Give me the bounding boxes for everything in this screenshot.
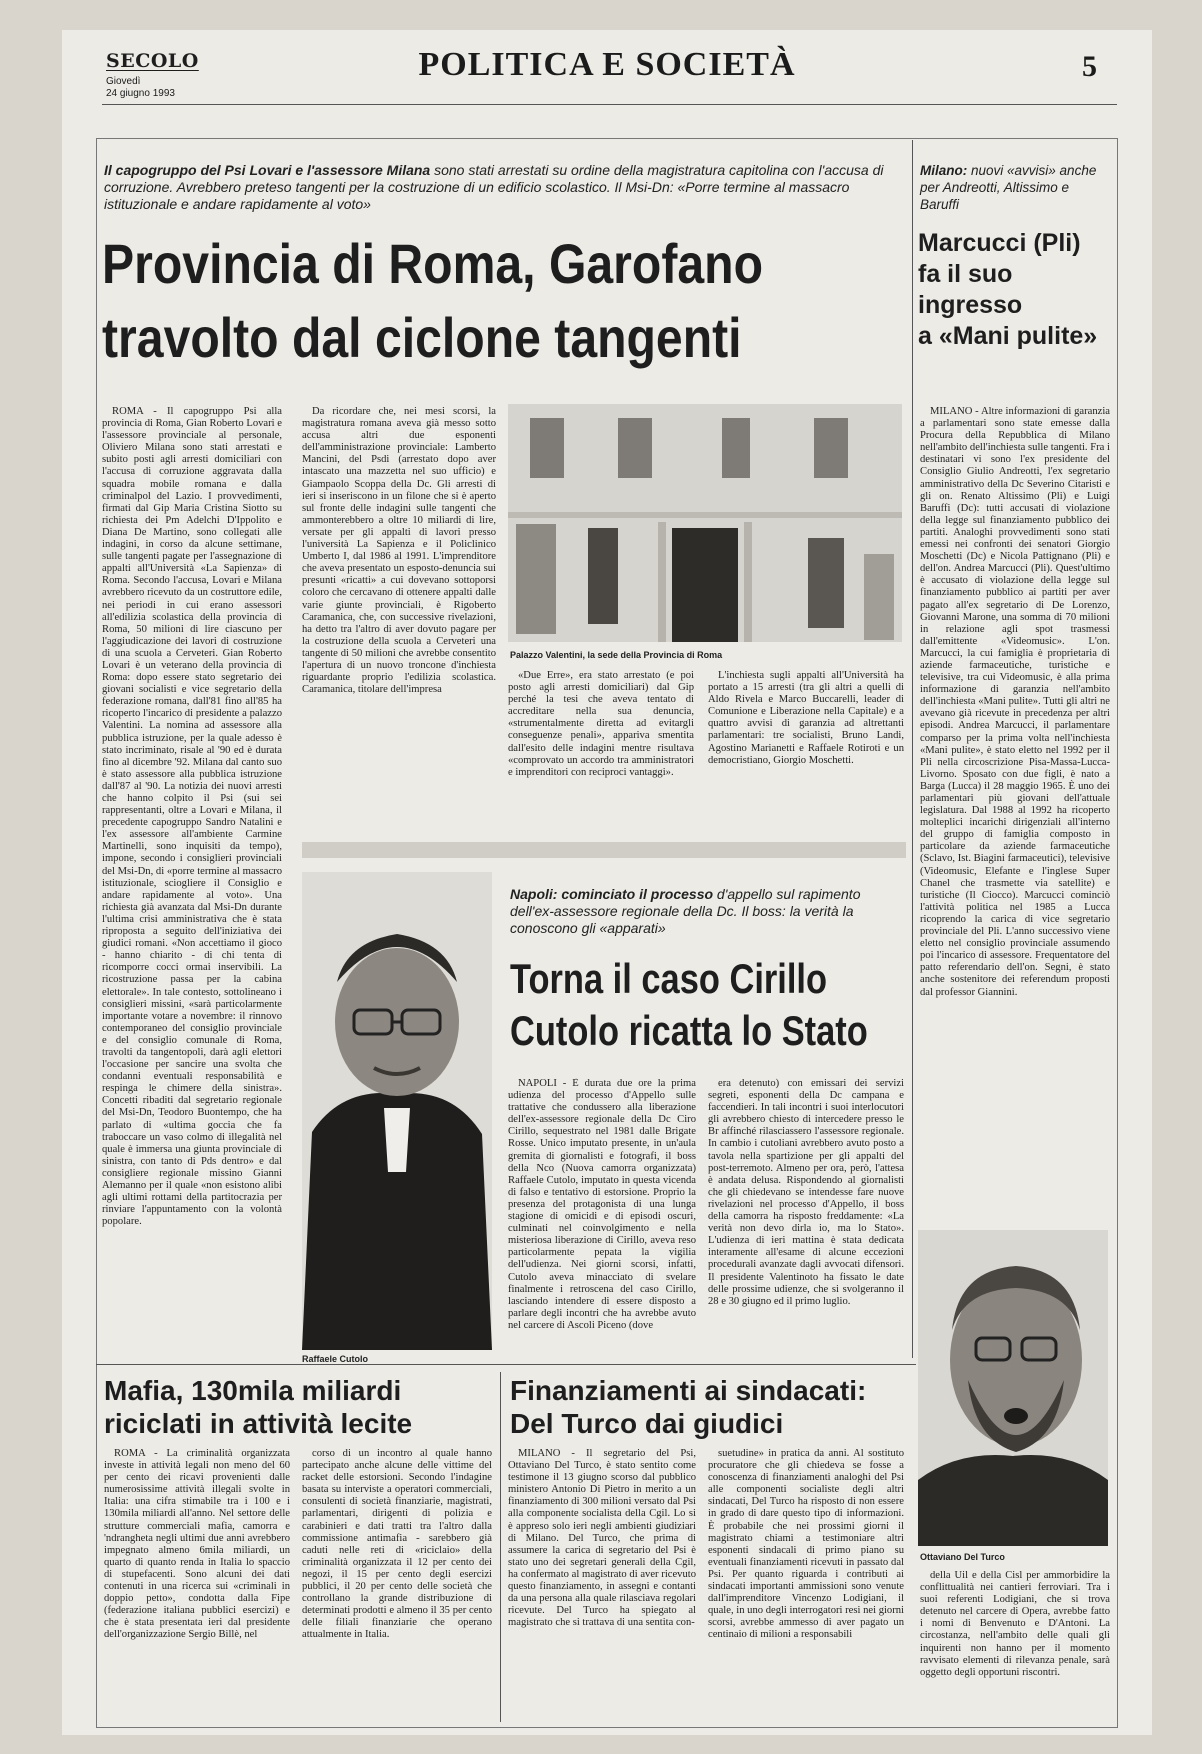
bottom-mid-divider bbox=[500, 1372, 501, 1722]
mafia-headline bbox=[104, 1374, 494, 1440]
cirillo-kicker bbox=[510, 886, 900, 937]
mafia-col2 bbox=[302, 1448, 492, 1722]
sindacati-headline-line2: Del Turco dai giudici bbox=[510, 1408, 784, 1439]
bottom-section-rule bbox=[96, 1364, 916, 1365]
cirillo-col1 bbox=[508, 1078, 696, 1350]
lead-headline-text2: travolto dal ciclone tangenti bbox=[102, 306, 742, 369]
sindacati-col1-text: MILANO - Il segretario del Psi, Ottaviano Del Turco, è stato sentito come testimone il 13 giugno scorso dal pubblico ministero Antonio Di Pietro in merito a un finanziamento di 300 milioni versato dal Psi alla componente socialista della Cgil. Lo si è appreso solo ieri negli ambienti giudiziari di Milano. Del Turco, che prima di assumere la carica di segretario del Psi è stato uno dei segretari generali della Cgil, ha confermato al magistrato di aver ricevuto questo finanziamento, in assegni e contanti da una persona alla quale rilasciava regolari ricevute. Del Turco ha spiegato al magistrato che si trattava di una sentita con- bbox=[508, 1448, 696, 1629]
section-band bbox=[302, 842, 906, 858]
lead-kicker bbox=[104, 162, 904, 213]
sidebar-kicker-rest: nuovi «avvisi» anche per Andreotti, Altissimo e Baruffi bbox=[920, 163, 1097, 212]
cirillo-col2-text: era detenuto) con emissari dei servizi segreti, esponenti della Dc campana e faccendieri. In tali incontri i suoi interlocutori gli avrebbero chiesto di intercedere presso le Br affinché rilasciassero l'assessore regionale. In cambio i cutoliani avrebbero avuto posto a tavola nella spartizione per gli appalti del post-terremoto. Almeno per ora, però, l'attesa è andata delusa. Rispondendo al giornalisti che gli chiedevano se intendesse fare nuove rivelazioni nel processo d'Appello, il boss della camorra ha risposto freddamente: «La verità non devo dirla io, ma lo Stato». L'udienza di ieri mattina è stata dedicata interamente all'esame di alcune eccezioni procedurali avanzate dagli avvocati difensori. Il presidente Valentinoto ha fissato le date delle prossime udienze, che si svolgeranno il 28 e 30 giugno ed il primo luglio. bbox=[708, 1078, 904, 1307]
lead-col3 bbox=[508, 670, 694, 834]
sidebar-kicker-bold: Milano: bbox=[920, 163, 968, 178]
lead-col3-text: «Due Erre», era stato arrestato (e poi posto agli arresti domiciliari) dal Gip perché la tesi che aveva tentato di accreditare nella sua denuncia, «strumentalmente diretta ad evitargli conseguenze penali», appariva smentita dall'esito delle indagini mentre risultava «comprovato un accordo tra amministratori e imprenditori con reciproci vantaggi». bbox=[508, 670, 694, 778]
palazzo-valentini-photo bbox=[508, 404, 902, 642]
lead-headline-line2 bbox=[102, 308, 846, 368]
cirillo-headline-text2: Cutolo ricatta lo Stato bbox=[510, 1007, 868, 1054]
sindacati-col3-text: della Uil e della Cisl per ammorbidire la conflittualità nei cantieri ferroviari. Tra i suoi referenti Lodigiani, che si trova detenuto nel carcere di Opera, avrebbe fatto i nomi di Benvenuto e D'Antoni. La circostanza, nell'ambito delle quali gli inquirenti non hanno per il momento ravvisato elementi di rilevanza penale, sarà oggetto degli opportuni riscontri. bbox=[920, 1570, 1110, 1678]
cirillo-kicker-rest: d'appello sul rapimento dell'ex-assessore regionale della Dc. Il boss: la verità la conoscono gli «apparati» bbox=[510, 886, 861, 936]
masthead-rule bbox=[102, 104, 1117, 105]
mafia-headline-line2: riciclati in attività lecite bbox=[104, 1408, 413, 1439]
sidebar-headline-line4: a «Mani pulite» bbox=[918, 322, 1098, 350]
lead-headline-line1 bbox=[102, 234, 871, 294]
sidebar-headline-line1: Marcucci (Pli) bbox=[918, 229, 1081, 257]
raffaele-cutolo-photo bbox=[302, 872, 492, 1350]
lead-kicker-bold: Il capogruppo del Psi Lovari e l'assessore Milana bbox=[104, 162, 431, 178]
section-title: POLITICA E SOCIETÀ bbox=[418, 46, 796, 83]
del-turco-photo bbox=[918, 1230, 1108, 1546]
palazzo-photo-caption: Palazzo Valentini, la sede della Provincia di Roma bbox=[510, 650, 723, 660]
masthead-day: Giovedì bbox=[106, 76, 141, 87]
sidebar-body bbox=[920, 406, 1110, 1346]
lead-col1-text: ROMA - Il capogruppo Psi alla provincia di Roma, Gian Roberto Lovari e l'assessore provinciale al personale, Oliviero Milana sono stati arrestati e subito posti agli arresti domiciliari con l'accusa di corruzione aggravata dalla squadra mobile romana e dalla criminalpol del Lazio. I provvedimenti, firmati dal Gip Maria Cristina Siotto su richiesta dei Pm Adelchi D'Ippolito e Diana De Martino, sono collegati alle indagini, in corso da alcune settimane, sulle tangenti pagate per l'assegnazione di appalti all'Università «La Sapienza» di Roma. Secondo l'accusa, Lovari e Milana avrebbero ricevuto da un costruttore edile, nei periodi in cui erano assessori all'edilizia scolastica della provincia di Roma, 50 milioni di lire ciascuno per l'aggiudicazione dei lavori di costruzione di una scuola a Cerveteri. Gian Roberto Lovari è un veterano della provincia di Roma: dopo essere stato segretario dei giovani socialisti e vice segretario della federazione romana, dall'81 fino all'85 ha ricoperto l'incarico di presidente a palazzo Valentini. La nomina ad assessore alla pubblica istruzione, per la quale adesso è stato incriminato, risale al '90 ed è durata fino al dicembre '92. Milana dal canto suo è stato assessore alla pubblica istruzione dall'87 al '90. La notizia dei nuovi arresti che hanno colpito il Psi (sui sei rappresentanti, oltre a Lovari e Milana, il precedente capogruppo Sandro Natalini e l'ex assessore all'ambiente Carmine Martinelli, sono inquisiti da tempo), impone, secondo i consiglieri provinciali del Msi-Dn, di «porre termine al massacro istituzionale, sciogliere il Consiglio e andare rapidamente al voto». Una richiesta già avanzata dal Msi-Dn durante l'ultima crisi amministrativa che è stata riproposta a seguito dell'iniziativa dei giudici romani. «Non accettiamo il gioco - hanno chiarito - di chi tenta di ricomporre cocci ormai inservibili. La ricostruzione passa per la cabina elettorale». In tale contesto, sottolineano i consiglieri missini, «sarà particolarmente importante votare a novembre: il rinnovo contemporaneo del consiglio provinciale e del consiglio comunale di Roma, travolti da tangentopoli, darà agli elettori l'occasione per sancire una svolta che condanni eventuali responsabilità e respinga le chimere della sinistra». Concetti ribaditi dal segretario regionale del Msi-Dn, Teodoro Buontempo, che ha parlato di «ultima goccia che fa traboccare un vaso colmo di illegalità nel quale è immersa una giunta provinciale di sinistra, con tanto di Pds dentro» e dal consigliere regionale missino Gianni Alemanno per il quale «non esistono alibi agli ultimi rottami della partitocrazia per rinviare l'appuntamento con la volontà popolare. bbox=[102, 406, 282, 1228]
cirillo-headline-line2 bbox=[510, 1008, 946, 1054]
newspaper-page bbox=[62, 30, 1152, 1735]
sindacati-col1 bbox=[508, 1448, 696, 1722]
lead-col4 bbox=[708, 670, 904, 834]
lead-headline-text1: Provincia di Roma, Garofano bbox=[102, 232, 764, 295]
del-turco-portrait bbox=[918, 1230, 1108, 1546]
del-turco-photo-caption: Ottaviano Del Turco bbox=[920, 1552, 1005, 1562]
mafia-col2-text: corso di un incontro al quale hanno partecipato anche alcune delle vittime del racket delle estorsioni. Secondo l'indagine basata su interviste a operatori commerciali, consulenti di società finanziarie, magistrati, parlamentari, dirigenti di polizia e carabinieri e dati tratti tra l'altro dalla commissione antimafia - sarebbero già caduti nelle reti di «riciclaio» della criminalità organizzata il 12 per cento dei negozi, il 15 per cento degli esercizi pubblici, il 20 per cento delle società che controllano la grande distribuzione di determinati prodotti e almeno il 35 per cento delle filiali finanziarie che operano attualmente in Italia. bbox=[302, 1448, 492, 1641]
lead-col4-text: L'inchiesta sugli appalti all'Università ha portato a 15 arresti (tra gli altri a quelli di Aldo Rivela e Marco Buccarelli, leader di Comunione e Liberazione nella Capitale) e a quattro avvisi di garanzia ad altrettanti parlamentari: tre socialisti, Bruno Landi, Agostino Marianetti e Raffaele Rotiroti e un democristiano, Giorgio Moschetti. bbox=[708, 670, 904, 766]
sidebar-body-text: MILANO - Altre informazioni di garanzia a parlamentari sono state emesse dalla Procura della Repubblica di Milano nell'ambito dell'inchiesta sulle tangenti. Fra i destinatari vi sono l'ex presidente del Consiglio Giulio Andreotti, l'ex segretario amministrativo della Dc Severino Citaristi e gli on. Renato Altissimo (Pli) e Luigi Baruffi (Dc): tutti accusati di violazione della legge sul finanziamento pubblico dei partiti. Analoghi provvedimenti sono stati emessi nei confronti dei senatori Giorgio Moschetti (Dc) e Nicola Pattignano (Pli) e dell'on. Andrea Marcucci (Pli). Quest'ultimo è accusato di violazione della legge sul finanziamento pubblico ai partiti per aver pagato all'ex segretario di De Lorenzo, Giovanni Marone, una somma di 70 milioni in relazione agli spot trasmessi dall'emittente «Videomusic». L'on. Marcucci, la cui famiglia è proprietaria di aziende farmaceutiche, turistiche e televisive, tra cui Videomusic, è alla prima informazione di garanzia nell'ambito dell'inchiesta «Mani pulite». Tutti gli altri ne avevano già ricevute in precedenza per altri episodi. Andrea Marcucci, il parlamentare comparso per la prima volta nell'inchiesta «Mani pulite», è stato eletto nel 1992 per il Pli nella circoscrizione Pisa-Massa-Lucca-Livorno. Sposato con due figli, è nato a Barga (Lucca) il 28 maggio 1965. È uno dei parlamentari più giovani dell'attuale legislatura. Dal 1988 al 1992 ha ricoperto molteplici incarichi dirigenziali all'interno del gruppo di famiglia composto in particolare da aziende farmaceutiche (Sclavo, Ist. Biagini farmaceutici), televisive (Videomusic, Elefante e l'inglese Super Chanel che trasmette via satellite) e turistiche (Il Ciocco). Marcucci cominciò l'attività politica nel 1985 a Lucca ricoprendo la carica di vice segretario provinciale del Pli. L'anno successivo viene eletto nel consiglio provinciale assumendo poi l'incarico di assessore. Frequentatore del patto referendario dell'on. Segni, è stato anche sostenitore dei referendum proposti dal professor Giannini. bbox=[920, 406, 1110, 998]
sindacati-headline bbox=[510, 1374, 910, 1440]
masthead-date: 24 giugno 1993 bbox=[106, 88, 175, 99]
cirillo-headline-text1: Torna il caso Cirillo bbox=[510, 955, 828, 1002]
sidebar-headline-line3: ingresso bbox=[918, 291, 1023, 319]
sindacati-col2 bbox=[708, 1448, 904, 1722]
lead-kicker-rest: sono stati arrestati su ordine della magistratura capitolina con l'accusa di corruzione. Avrebbero preteso tangenti per la costruzione di un edificio scolastico. Il Msi-Dn: «Porre termine al massacro istituzionale e andare rapidamente al voto» bbox=[104, 162, 884, 212]
cirillo-col2 bbox=[708, 1078, 904, 1350]
mafia-col1 bbox=[104, 1448, 290, 1722]
sidebar-divider bbox=[912, 140, 913, 1358]
masthead-logo: SECOLO bbox=[106, 50, 199, 72]
cirillo-kicker-bold: Napoli: cominciato il processo bbox=[510, 886, 714, 902]
cirillo-headline-line1 bbox=[510, 956, 897, 1002]
page-number: 5 bbox=[1082, 50, 1097, 83]
lead-col2 bbox=[302, 406, 496, 834]
sindacati-headline-line1: Finanziamenti ai sindacati: bbox=[510, 1375, 867, 1406]
sidebar-headline-line2: fa il suo bbox=[918, 260, 1013, 288]
sidebar-headline bbox=[918, 228, 1108, 352]
sindacati-col2-text: suetudine» in pratica da anni. Al sostituto procuratore che gli chiedeva se fosse a conoscenza di finanziamenti analoghi del Psi alle componenti socialiste degli altri sindacati, Del Turco ha risposto di non essere in grado di dare questo tipo di informazioni. È probabile che nei prossimi giorni il magistrato chiami a testimoniare altri esponenti sindacali di primo piano su eventuali finanziamenti ricevuti in passato dal Psi. Per quanto riguarda i contributi ai sindacati importanti ammissioni sono venute dall'imprenditore Vincenzo Lodigiani, il quale, in uno degli interrogatori resi nei giorni scorsi, avrebbe ammesso di aver pagato un centinaio di milioni a responsabili bbox=[708, 1448, 904, 1641]
cutolo-portrait bbox=[302, 872, 492, 1350]
building-illustration bbox=[508, 404, 902, 642]
sindacati-col3 bbox=[920, 1570, 1110, 1722]
mafia-headline-line1: Mafia, 130mila miliardi bbox=[104, 1375, 402, 1406]
cirillo-col1-text: NAPOLI - È durata due ore la prima udienza del processo d'Appello sulle trattative che condussero alla liberazione dell'ex-assessore regionale della Dc Ciro Cirillo, sequestrato nel 1981 dalle Brigate Rosse. Unico imputato presente, in un'aula gremita di giornalisti e fotografi, il boss della Nco (Nuova camorra organizzata) Raffaele Cutolo, imputato in questa vicenda di falso e tentativo di estorsione. Proprio la presenza del protagonista di una lunga stagione di omicidi e di episodi oscuri, culminati nel coinvolgimento e nella misteriosa liberazione di Cirillo, aveva reso particolarmente pepata la vigilia dell'udienza. Nei giorni scorsi, infatti, Cutolo aveva minacciato di svelare finalmente i retroscena del caso Cirillo, lasciando intendere di essere disposto a parlare degli incontri che ha avrebbe avuto nel carcere di Ascoli Piceno (dove bbox=[508, 1078, 696, 1331]
cutolo-photo-caption: Raffaele Cutolo bbox=[302, 1354, 369, 1364]
sidebar-kicker bbox=[920, 162, 1110, 213]
mafia-col1-text: ROMA - La criminalità organizzata investe in attività legali non meno del 60 per cento dei ricavi provenienti dalle numerosissime attività illegali svolte in Italia: una cifra stimabile tra i 100 e i 130mila miliardi all'anno. Nel settore delle strutture commerciali mafia, camorra e 'ndrangheta negli ultimi due anni avrebbero impegnato almeno 6mila miliardi, un quarto di quanto renda in Italia lo spaccio di stupefacenti. Sono alcuni dei dati contenuti in una ricerca sui «criminali in doppio petto», condotta dalla Fipe (federazione italiana pubblici esercizi) e che è stata presentata ieri dal presidente dell'organizzazione Sergio Billè, nel bbox=[104, 1448, 290, 1641]
lead-col2-text: Da ricordare che, nei mesi scorsi, la magistratura romana aveva già messo sotto accusa altri due esponenti dell'amministrazione provinciale: Lamberto Mancini, del Psdi (arrestato dopo aver intascato una mazzetta nel suo ufficio) e Giampaolo Scoppa della Dc. Gli arresti di ieri si inseriscono in un filone che si è aperto sul fronte delle indagini sulle tangenti che ammonterebbero a oltre 10 miliardi di lire, versate per gli appalti di lavori presso l'università La Sapienza e il Policlinico Umberto I, dal 1986 al 1991. L'imprenditore che aveva presentato un esposto-denuncia sui presunti «ricatti» a cui dovevano sottoporsi coloro che cercavano di ottenere appalti dalle varie giunte provinciali, è Rigoberto Caramanica, che, con successive rivelazioni, ha detto tra l'altro di aver dovuto pagare per la costruzione della scuola a Cerveteri una tangente di 50 milioni che avrebbe consentito l'apertura di un nuovo troncone d'inchiesta riguardante proprio l'edilizia scolastica. Caramanica, titolare dell'impresa bbox=[302, 406, 496, 696]
lead-col1 bbox=[102, 406, 282, 1348]
